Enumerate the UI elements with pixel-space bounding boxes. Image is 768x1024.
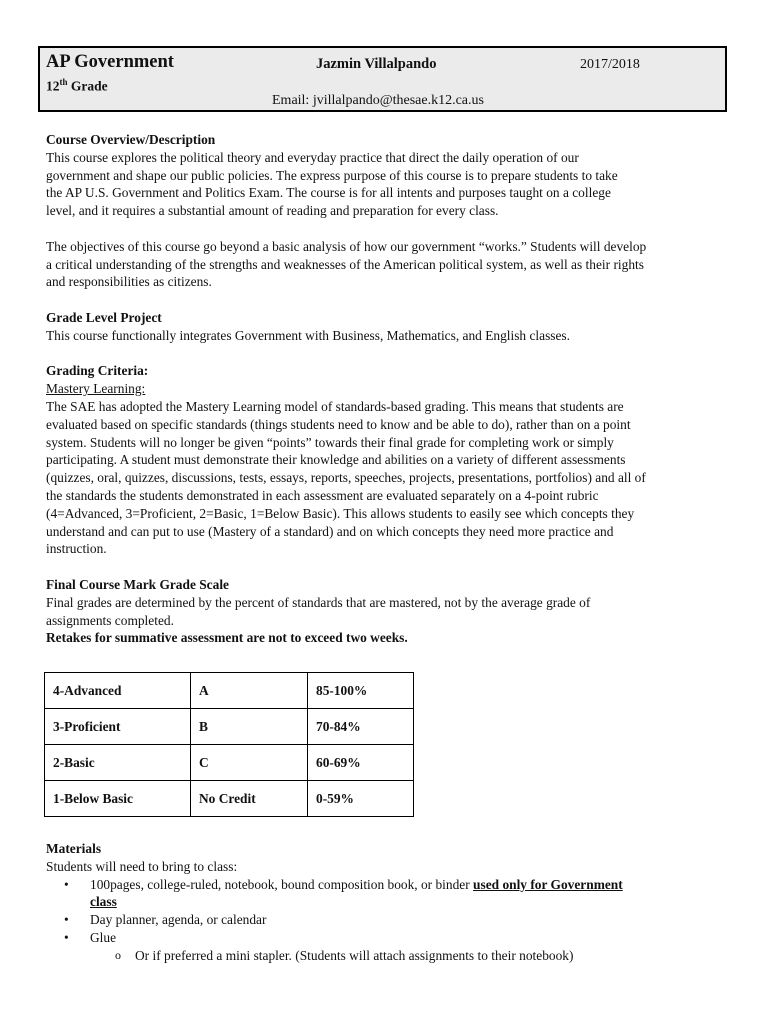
table-row: [45, 781, 414, 817]
bullet-icon: •: [64, 929, 69, 945]
grading-line: instruction.: [46, 541, 107, 557]
teacher-email[interactable]: Email: jvillalpando@thesae.k12.ca.us: [272, 93, 484, 108]
list-item-emphasis: class: [90, 894, 117, 910]
scale-line: assignments completed.: [46, 612, 174, 628]
table-cell: B: [191, 709, 308, 745]
course-title: AP Government: [46, 52, 174, 72]
table-cell: 2-Basic: [45, 745, 191, 781]
grade-level: [46, 77, 108, 95]
list-item-text: Glue: [90, 929, 117, 945]
overview-line: government and shape our public policies. The express purpose of this course is to prepare students to take: [46, 167, 618, 183]
document-body: [46, 131, 726, 647]
list-item-text: 100pages, college-ruled, notebook, bound composition book, or binder: [90, 876, 474, 892]
circle-bullet-icon: o: [115, 947, 121, 962]
list-item: [46, 911, 726, 929]
table-row: [45, 745, 414, 781]
grading-line: (4=Advanced, 3=Proficient, 2=Basic, 1=Below Basic). This allows students to easily see which concepts they: [46, 505, 635, 521]
table-cell: 0-59%: [308, 781, 414, 817]
sub-list-item: [46, 947, 726, 965]
table-cell: A: [191, 673, 308, 709]
grade-suffix: th: [59, 77, 68, 87]
list-item-emphasis: used only for Government: [473, 876, 623, 892]
table-cell: No Credit: [191, 781, 308, 817]
table-cell: 60-69%: [308, 745, 414, 781]
grading-line: (quizzes, oral, quizzes, discussions, tests, essays, reports, speeches, projects, presentations, portfolios) and all of: [46, 470, 646, 486]
materials-section: [46, 840, 726, 965]
table-cell: 85-100%: [308, 673, 414, 709]
scale-line: Final grades are determined by the percent of standards that are mastered, not by the average grade of: [46, 594, 591, 610]
table-cell: 1-Below Basic: [45, 781, 191, 817]
scale-heading: Final Course Mark Grade Scale: [46, 576, 229, 592]
project-heading: Grade Level Project: [46, 309, 162, 325]
objectives-line: and responsibilities as citizens.: [46, 274, 212, 290]
bullet-icon: •: [64, 912, 69, 928]
list-item: [46, 929, 726, 947]
retake-note: Retakes for summative assessment are not to exceed two weeks.: [46, 630, 408, 646]
grading-line: understand and can put to use (Mastery of a standard) and on which concepts they need more practice and: [46, 523, 614, 539]
bullet-icon: •: [64, 876, 69, 892]
grade-word: Grade: [70, 78, 108, 94]
materials-intro: Students will need to bring to class:: [46, 858, 238, 874]
table-cell: C: [191, 745, 308, 781]
table-cell: 3-Proficient: [45, 709, 191, 745]
materials-heading: Materials: [46, 841, 102, 856]
school-year: 2017/2018: [580, 57, 640, 72]
materials-list: [46, 876, 726, 947]
grading-line: participating. A student must demonstrate their knowledge and abilities on a variety of different assessments: [46, 452, 626, 468]
table-cell: 70-84%: [308, 709, 414, 745]
overview-heading: Course Overview/Description: [46, 132, 216, 147]
sub-list-item-text: Or if preferred a mini stapler. (Students will attach assignments to their notebook): [135, 947, 574, 963]
grade-number: 12: [46, 78, 60, 94]
objectives-line: a critical understanding of the strengths and weaknesses of the American political system, as well as their rights: [46, 256, 644, 272]
overview-line: This course explores the political theory and everyday practice that direct the daily operation of our: [46, 149, 579, 165]
teacher-name: Jazmin Villalpando: [316, 56, 437, 72]
overview-line: level, and it requires a substantial amount of reading and preparation for every class.: [46, 203, 499, 219]
grading-line: The SAE has adopted the Mastery Learning model of standards-based grading. This means that students are: [46, 398, 624, 414]
header-box: [38, 46, 727, 112]
project-text: This course functionally integrates Government with Business, Mathematics, and English classes.: [46, 327, 570, 343]
grading-line: evaluated based on specific standards (things students need to know and be able to do), rather than on a point: [46, 416, 631, 432]
grading-line: system. Students will no longer be given “points” towards their final grade for completing work or simply: [46, 434, 614, 450]
list-item: [46, 876, 726, 912]
grading-heading: Grading Criteria:: [46, 363, 149, 379]
list-item-text: Day planner, agenda, or calendar: [90, 912, 267, 928]
table-row: [45, 709, 414, 745]
grade-scale-table: [44, 672, 414, 817]
overview-line: the AP U.S. Government and Politics Exam. The course is for all intents and purposes taught on a college: [46, 185, 611, 201]
mastery-subheading: Mastery Learning:: [46, 381, 146, 397]
table-row: [45, 673, 414, 709]
objectives-line: The objectives of this course go beyond a basic analysis of how our government “works.” Students will develop: [46, 238, 647, 254]
table-cell: 4-Advanced: [45, 673, 191, 709]
grading-line: the standards the students demonstrated in each assessment are evaluated separately on a 4-point rubric: [46, 487, 599, 503]
